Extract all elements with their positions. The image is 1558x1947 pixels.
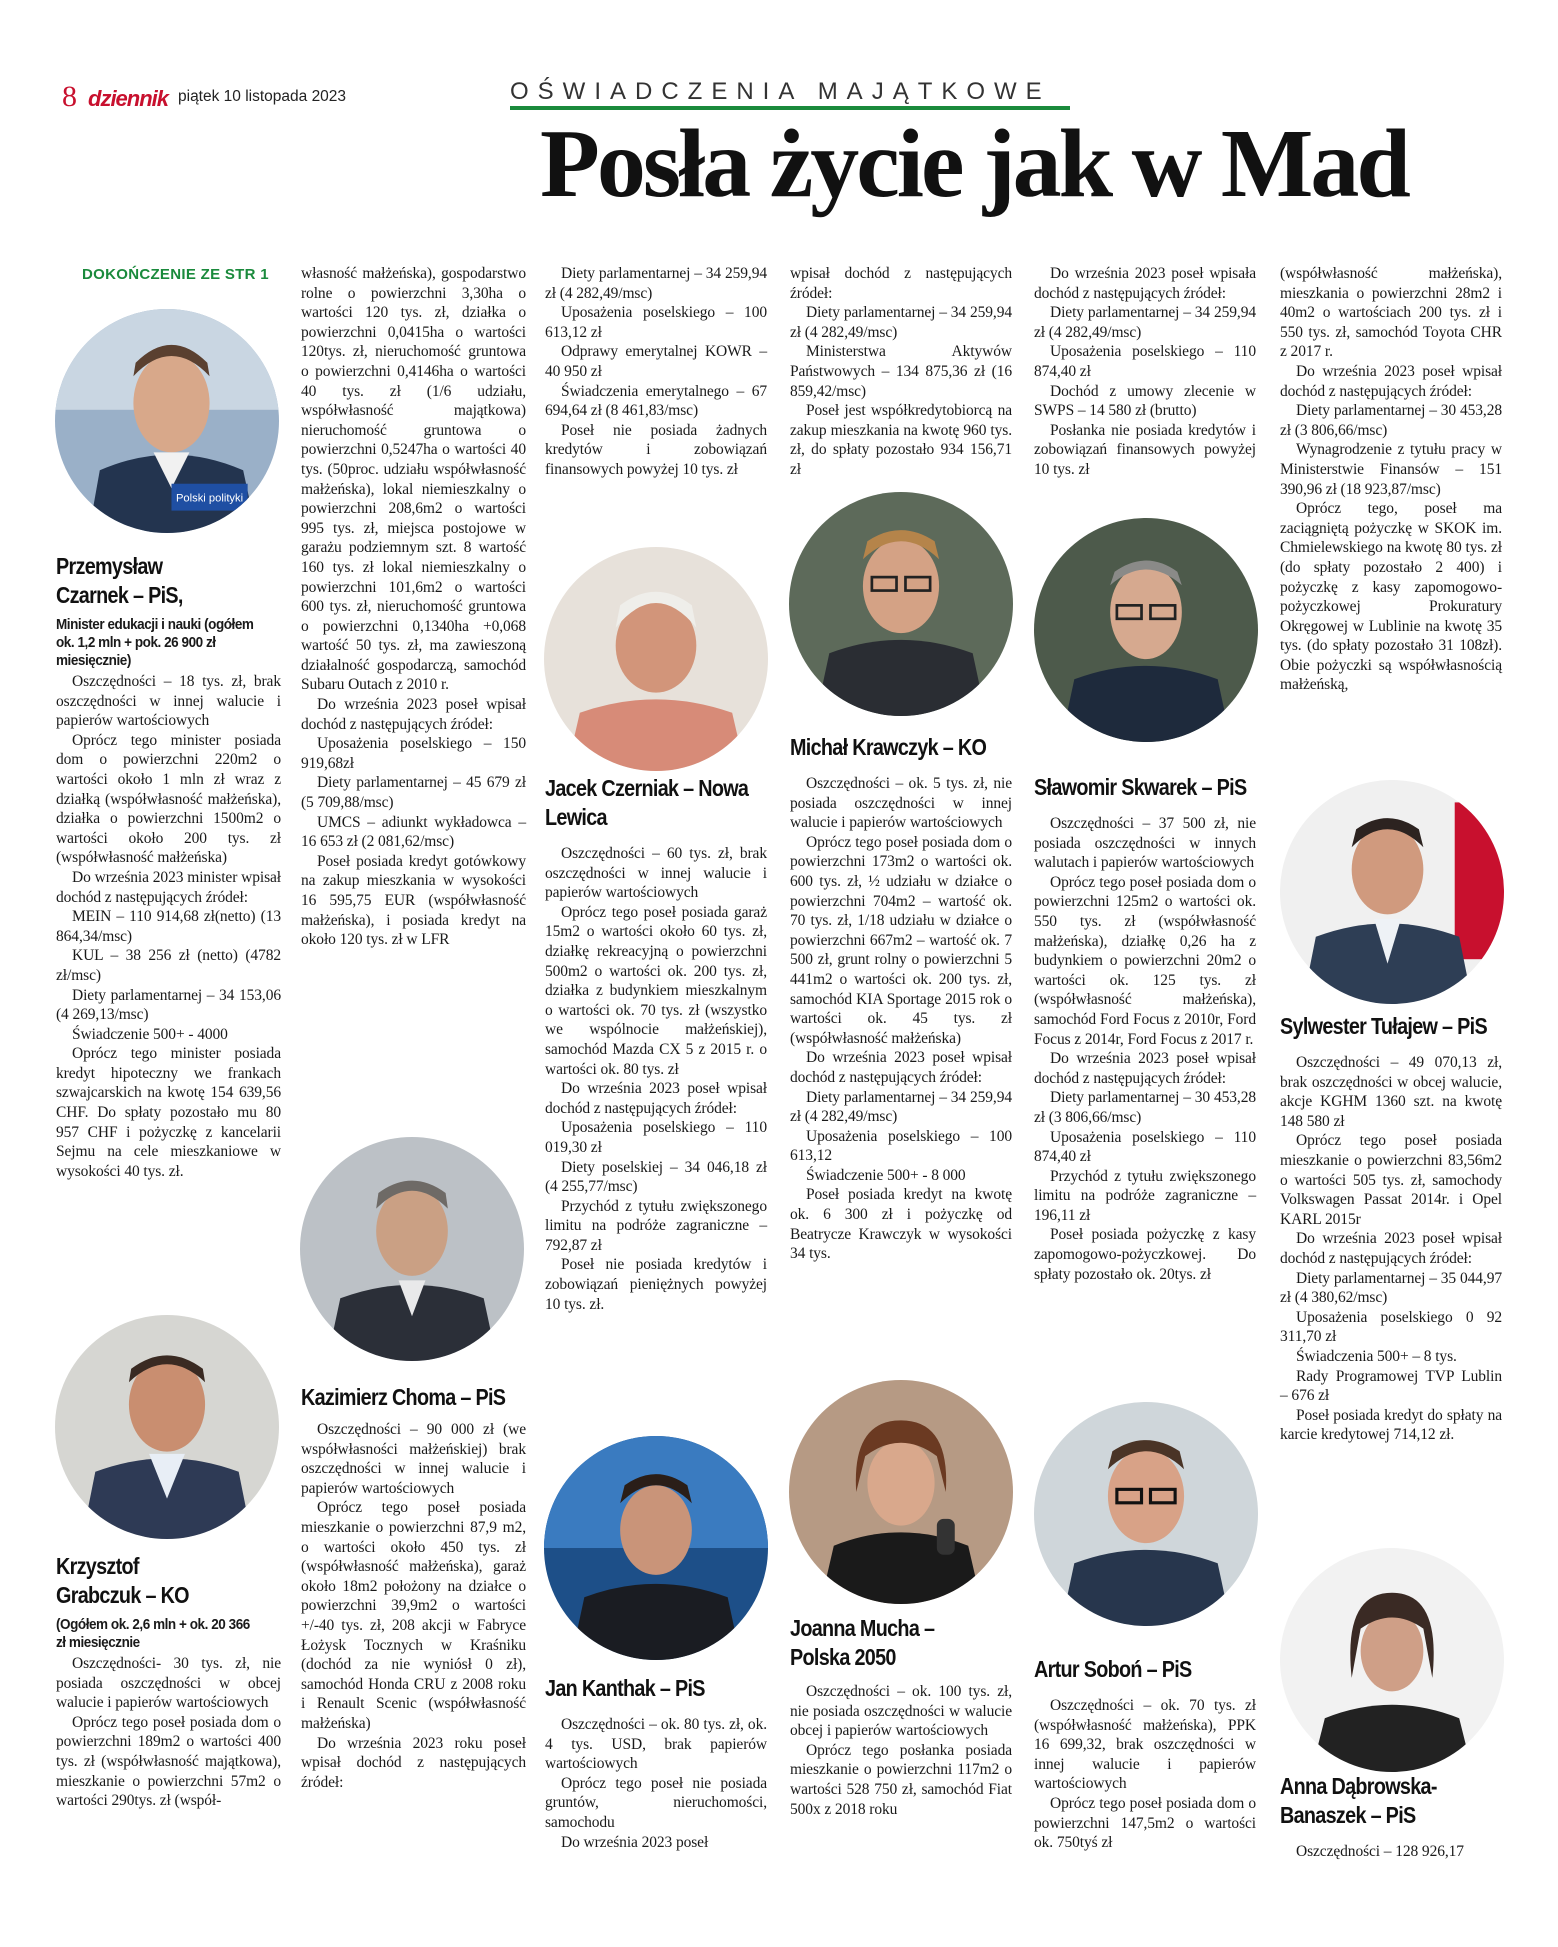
text-paragraph: Do września 2023 poseł wpisał dochód z następujących źródeł: — [790, 1049, 1012, 1086]
text-paragraph: wpisał dochód z następujących źródeł: — [790, 265, 1012, 302]
text-paragraph: Oprócz tego poseł posiada garaż 15m2 o wartości około 60 tys. zł, działkę rekreacyjną o powierzchni 500m2 o wartości ok. 200 tys. zł, działka z budynkiem mieszkalnym o wartości ok. 70 tys. zł (wszystko we wspólnocie małżeńskiej), samochód Mazda CX 5 z 2015 r. o wartości ok. 80 tys. zł — [545, 903, 767, 1078]
text-paragraph: Do września 2023 poseł — [561, 1833, 709, 1851]
text-paragraph: Diety parlamentarnej – 34 259,94 zł (4 282,49/msc) — [790, 304, 1012, 341]
text-paragraph: Uposażenia poselskiego 0 92 311,70 zł — [1280, 1308, 1502, 1346]
profile-tulajew — [1280, 1012, 1502, 1445]
text-paragraph: Diety parlamentarnej – 34 259,94 zł (4 282,49/msc) — [545, 265, 767, 302]
photo-kanthak — [544, 1436, 768, 1660]
profile-choma — [301, 1383, 526, 1792]
text-paragraph: Diety parlamentarnej – 30 453,28 zł (3 806,66/msc) — [1280, 402, 1502, 439]
text-paragraph: Poseł posiada pożyczkę z kasy zapomogowo-pożyczkowej. Do spłaty pozostało ok. 20tys. zł — [1034, 1226, 1256, 1283]
profile-sobon — [1034, 1655, 1256, 1853]
photo-skwarek — [1034, 518, 1258, 742]
text-paragraph: Oprócz tego poseł posiada mieszkanie o powierzchni 83,56m2 o wartości 505 tys. zł, samochody Volkswagen Passat 2014r. i Opel KARL 2015r — [1280, 1132, 1502, 1228]
text-paragraph: Uposażenia poselskiego – 100 613,12 zł — [545, 304, 767, 341]
text-paragraph: Oszczędności – 128 926,17 — [1296, 1843, 1464, 1860]
text-paragraph: (współwłasność małżeńska), mieszkania o powierzchni 28m2 i 40m2 o wartościach 200 tys. zł i 550 tys. zł, samochód Toyota CHR z 2017 r. — [1280, 265, 1502, 361]
text-paragraph: Diety parlamentarnej – 34 153,06 (4 269,13/msc) — [56, 986, 281, 1024]
text-paragraph: Diety parlamentarnej – 34 259,94 zł (4 282,49/msc) — [1034, 304, 1256, 341]
text-paragraph: własność małżeńska), gospodarstwo rolne o powierzchni 3,30ha o wartości 120 tys. zł, działka o powierzchni 0,0415ha o wartości 120tys. zł, nieruchomość gruntowa o powierzchni 0,4146ha o wartości 40 tys. zł (1/6 udziału, współwłasność majątkowa) nieruchomość gruntowa o powierzchni 0,5247ha o wartości 40 tys. (50proc. udziału współwłasność małżeńska), lokal niemieszkalny o powierzchni 208,6m2 o wartości 995 tys. zł, miejsca postojowe w garażu podziemnym szt. 8 wartość 160 tys. zł lokal niemieszkalny o powierzchni 101,6m2 o wartości 600 tys. zł, nieruchomość gruntowa o powierzchni 0,1340ha +0,068 wartość 50 tys. zł, ma zawieszoną działalność gospodarczą, samochód Subaru Outach z 2010 r. — [301, 265, 526, 694]
profile-banaszek — [1280, 1772, 1502, 1862]
name-czerniak: Jacek Czerniak – Nowa Lewica — [545, 775, 749, 830]
text-paragraph: Poseł posiada kredyt na kwotę ok. 6 300 zł i pożyczkę od Beatrycze Krawczyk w wysokości 34 tys. — [790, 1186, 1012, 1263]
text-paragraph: Oszczędności – 49 070,13 zł, brak oszczędności w obcej walucie, akcje KGHM 1360 szt. na kwotę 148 580 zł — [1280, 1054, 1502, 1130]
name-kanthak: Jan Kanthak – PiS — [545, 1675, 705, 1701]
text-paragraph: Do września 2023 poseł wpisał dochód z następujących źródeł: — [1280, 362, 1502, 400]
text-paragraph: Oprócz tego, poseł ma zaciągniętą pożyczkę w SKOK im. Chmielewskiego na kwotę 80 tys. zł (do spłaty pozostało 2 400) i pożyczkę z kasy zapomogowo-pożyczkowej Prokuratury Okręgowej w Lublinie na kwotę 35 tys. (do spłaty pozostało 31 108zł). Obie pożyczki są współwłasnością małżeńską, — [1280, 500, 1502, 694]
photo-banaszek — [1280, 1548, 1504, 1772]
text-paragraph: Oprócz tego poseł posiada dom o powierzchni 189m2 o wartości 400 tys. zł (współwłasność majątkowa), mieszkanie o powierzchni 57m2 o wartości 290tys. zł (współ- — [56, 1713, 281, 1810]
text-paragraph: Dochód z umowy zlecenie w SWPS – 14 580 zł (brutto) — [1034, 382, 1256, 420]
profile-czerniak — [545, 774, 767, 1314]
text-paragraph: Do września 2023 roku poseł wpisał dochód z następujących źródeł: — [301, 1734, 526, 1791]
column-6-top — [1280, 264, 1502, 695]
text-paragraph: Świadczenia emerytalnego – 67 694,64 zł (8 461,83/msc) — [545, 382, 767, 420]
profile-mucha — [790, 1614, 1012, 1819]
text-paragraph: Diety parlamentarnej – 30 453,28 zł (3 806,66/msc) — [1034, 1089, 1256, 1126]
text-paragraph: Oszczędności – ok. 5 tys. zł, nie posiada oszczędności w innej walucie i papierów wartościowych — [790, 775, 1012, 832]
name-czarnek: Przemysław Czarnek – PiS, — [56, 553, 183, 608]
profile-grabczuk — [56, 1552, 281, 1811]
column-5-top — [1034, 264, 1256, 480]
brand-logo: dziennik — [88, 86, 169, 111]
headline: Posła życie jak w Mad — [540, 110, 1408, 218]
text-paragraph: Uposażenia poselskiego – 100 613,12 — [790, 1127, 1012, 1165]
text-paragraph: Diety poselskiej – 34 046,18 zł (4 255,77/msc) — [545, 1158, 767, 1196]
name-banaszek: Anna Dąbrowska-Banaszek – PiS — [1280, 1773, 1437, 1828]
text-paragraph: Diety parlamentarnej – 45 679 zł (5 709,88/msc) — [301, 774, 526, 812]
photo-tulajew — [1280, 780, 1504, 1004]
text-paragraph: Oprócz tego minister posiada dom o powierzchni 220m2 o wartości około 1 mln zł wraz z działką (współwłasność małżeńska), działka o powierzchni 1500m2 o wartości około 200 tys. zł (współwłasność małżeńska) — [56, 731, 281, 867]
text-paragraph: Oprócz tego minister posiada kredyt hipoteczny we frankach szwajcarskich na kwotę 154 639,56 CHF. Do spłaty pozostało mu 80 957 CHF i pożyczkę z kancelarii Sejmu na cele mieszkaniowe w wysokości 40 tys. zł. — [56, 1045, 281, 1180]
text-paragraph: Poseł nie posiada żadnych kredytów i zobowiązań finansowych powyżej 10 tys. zł — [545, 421, 767, 478]
profile-czarnek — [56, 552, 281, 1181]
text-paragraph: Do września 2023 poseł wpisał dochód z następujących źródeł: — [1280, 1230, 1502, 1267]
text-paragraph: Odprawy emerytalnej KOWR – 40 950 zł — [545, 343, 767, 380]
text-paragraph: Poseł jest współkredytobiorcą na zakup mieszkania na kwotę 960 tys. zł, do spłaty pozostało 934 156,71 zł — [790, 402, 1012, 478]
summary-grabczuk: (Ogółem ok. 2,6 mln + ok. 20 366 zł miesięcznie — [56, 1616, 250, 1651]
name-sobon: Artur Soboń – PiS — [1034, 1656, 1192, 1682]
text-paragraph: Przychód z tytułu zwiększonego limitu na podróże zagraniczne – 792,87 zł — [545, 1197, 767, 1254]
name-mucha: Joanna Mucha – Polska 2050 — [790, 1615, 935, 1670]
text-paragraph: KUL – 38 256 zł (netto) (4782 zł/msc) — [56, 947, 281, 984]
text-paragraph: MEIN – 110 914,68 zł(netto) (13 864,34/msc) — [56, 908, 281, 945]
profile-skwarek — [1034, 773, 1256, 1284]
continuation-label: DOKOŃCZENIE ZE STR 1 — [82, 266, 269, 283]
text-paragraph: Oprócz tego poseł posiada dom o powierzchni 147,5m2 o wartości ok. 750tyś zł — [1034, 1794, 1256, 1852]
text-paragraph: Oszczędności- 30 tys. zł, nie posiada oszczędności w obcej walucie i papierów wartościowych — [56, 1655, 281, 1712]
text-paragraph: Poseł posiada kredyt do spłaty na karcie kredytowej 714,12 zł. — [1280, 1406, 1502, 1444]
column-2-top — [301, 264, 526, 950]
svg-text:Polski polityki: Polski polityki — [175, 492, 244, 505]
text-paragraph: Świadczenie 500+ - 8 000 — [806, 1166, 966, 1184]
issue-date: piątek 10 listopada 2023 — [178, 88, 347, 105]
text-paragraph: Do września 2023 poseł wpisał dochód z następujących źródeł: — [1034, 1050, 1256, 1087]
text-paragraph: Przychód z tytułu zwiększonego limitu na podróże zagraniczne – 196,11 zł — [1034, 1167, 1256, 1224]
text-paragraph: Poseł posiada kredyt gotówkowy na zakup mieszkania w wysokości 16 595,75 EUR (współwłasność małżeńska), i posiada kredyt na około 120 tys. zł w LFR — [301, 852, 526, 949]
text-paragraph: Do września 2023 poseł wpisał dochód z następujących źródeł: — [301, 696, 526, 733]
summary-czarnek: Minister edukacji i nauki (ogółem ok. 1,2 mln + pok. 26 900 zł miesięcznie) — [56, 616, 254, 669]
text-paragraph: Świadczenia 500+ – 8 tys. — [1296, 1347, 1457, 1365]
text-paragraph: Oszczędności – ok. 70 tys. zł (współwłasność małżeńska), PPK 16 699,32, brak oszczędności w innej walucie i papierów wartościowych — [1034, 1697, 1256, 1793]
text-paragraph: Posłanka nie posiada kredytów i zobowiązań finansowych powyżej 10 tys. zł — [1034, 421, 1256, 478]
photo-czarnek — [55, 309, 279, 533]
page-number: 8 — [62, 80, 77, 113]
text-paragraph: Diety parlamentarnej – 35 044,97 zł (4 380,62/msc) — [1280, 1269, 1502, 1307]
text-paragraph: Oszczędności – 37 500 zł, nie posiada oszczędności w innych walutach i papierów wartościowych — [1034, 815, 1256, 872]
name-grabczuk: Krzysztof Grabczuk – KO — [56, 1553, 189, 1608]
photo-sobon — [1034, 1402, 1258, 1626]
text-paragraph: Oszczędności – ok. 100 tys. zł, nie posiada oszczędności w walucie obcej i papierów wartościowych — [790, 1683, 1012, 1740]
photo-czerniak — [544, 547, 768, 771]
text-paragraph: UMCS – adiunkt wykładowca – 16 653 zł (2 081,62/msc) — [301, 813, 526, 851]
text-paragraph: Uposażenia poselskiego – 150 919,68zł — [301, 735, 526, 772]
text-paragraph: Oprócz tego poseł posiada mieszkanie o powierzchni 87,9 m2, o wartości około 450 tys. zł (współwłasność małżeńska), garaż około 18m2 położony na działce o powierzchni 39,9m2 o wartości +/-40 tys. zł, 208 akcji w Fabryce Łożysk Tocznych w Kraśniku (dochód za nie wyniósł 0 zł), samochód Honda CRU z 2008 roku i Renault Scenic (współwłasność małżeńska) — [301, 1499, 526, 1732]
text-paragraph: Poseł nie posiada kredytów i zobowiązań pieniężnych powyżej 10 tys. zł. — [545, 1256, 767, 1313]
text-paragraph: Ministerstwa Aktywów Państwowych – 134 875,36 zł (16 859,42/msc) — [790, 343, 1012, 400]
profile-kanthak — [545, 1674, 767, 1852]
photo-grabczuk — [55, 1315, 279, 1539]
name-choma: Kazimierz Choma – PiS — [301, 1384, 506, 1410]
text-paragraph: Oszczędności – ok. 80 tys. zł, ok. 4 tys. USD, brak papierów wartościowych — [545, 1716, 767, 1773]
photo-mucha — [789, 1380, 1013, 1604]
text-paragraph: Diety parlamentarnej – 34 259,94 zł (4 282,49/msc) — [790, 1088, 1012, 1126]
text-paragraph: Oprócz tego poseł nie posiada gruntów, nieruchomości, samochodu — [545, 1774, 767, 1831]
photo-choma — [300, 1137, 524, 1361]
section-title: OŚWIADCZENIA MAJĄTKOWE — [510, 78, 1051, 105]
text-paragraph: Do września 2023 poseł wpisał dochód z następujących źródeł: — [545, 1080, 767, 1117]
photo-krawczyk — [789, 492, 1013, 716]
name-krawczyk: Michał Krawczyk – KO — [790, 734, 987, 760]
column-4-top — [790, 264, 1012, 480]
text-paragraph: Wynagrodzenie z tytułu pracy w Ministerstwie Finansów – 151 390,96 zł (18 923,87/msc) — [1280, 441, 1502, 498]
text-paragraph: Oprócz tego poseł posiada dom o powierzchni 125m2 o wartości ok. 550 tys. zł (współwłasność małżeńska), działkę 0,26 ha z budynkiem o powierzchni 20m2 o wartości ok. 125 tys. zł (współwłasność małżeńska), samochód Ford Focus z 2010r, Ford Focus z 2014r, Ford Focus z 2017 r. — [1034, 873, 1256, 1048]
name-tulajew: Sylwester Tułajew – PiS — [1280, 1013, 1487, 1039]
text-paragraph: Oszczędności – 18 tys. zł, brak oszczędności w innej walucie i papierów wartościowych — [56, 673, 281, 730]
text-paragraph: Oszczędności – 90 000 zł (we współwłasności małżeńskiej) brak oszczędności w innej walucie i papierów wartościowych — [301, 1421, 526, 1497]
text-paragraph: Oprócz tego poseł posiada dom o powierzchni 173m2 o wartości ok. 600 tys. zł, ½ udziału w działce o powierzchni 704m2 – wartość ok. 70 tys. zł, 1/18 udziału w działce o powierzchni 667m2 – wartość ok. 7 500 zł, grunt rolny o powierzchni 5 441m2 o wartości ok. 200 tys. zł, samochód KIA Sportage 2015 rok o wartości ok. 45 tys. zł (współwłasność małżeńska) — [790, 833, 1012, 1047]
text-paragraph: Oprócz tego posłanka posiada mieszkanie o powierzchni 117m2 o wartości 528 750 zł, samochód Fiat 500x z 2018 roku — [790, 1741, 1012, 1818]
text-paragraph: Uposażenia poselskiego – 110 874,40 zł — [1034, 1128, 1256, 1166]
text-paragraph: Do września 2023 poseł wpisała dochód z następujących źródeł: — [1034, 265, 1256, 302]
text-paragraph: Do września 2023 minister wpisał dochód z następujących źródeł: — [56, 868, 281, 906]
column-3-top — [545, 264, 767, 480]
text-paragraph: Rady Programowej TVP Lublin – 676 zł — [1280, 1367, 1502, 1405]
name-skwarek: Sławomir Skwarek – PiS — [1034, 774, 1247, 800]
text-paragraph: Uposażenia poselskiego – 110 874,40 zł — [1034, 343, 1256, 380]
text-paragraph: Świadczenie 500+ - 4000 — [72, 1025, 228, 1043]
profile-krawczyk — [790, 733, 1012, 1264]
text-paragraph: Oszczędności – 60 tys. zł, brak oszczędności w innej walucie i papierów wartościowych — [545, 845, 767, 902]
text-paragraph: Uposażenia poselskiego – 110 019,30 zł — [545, 1119, 767, 1156]
